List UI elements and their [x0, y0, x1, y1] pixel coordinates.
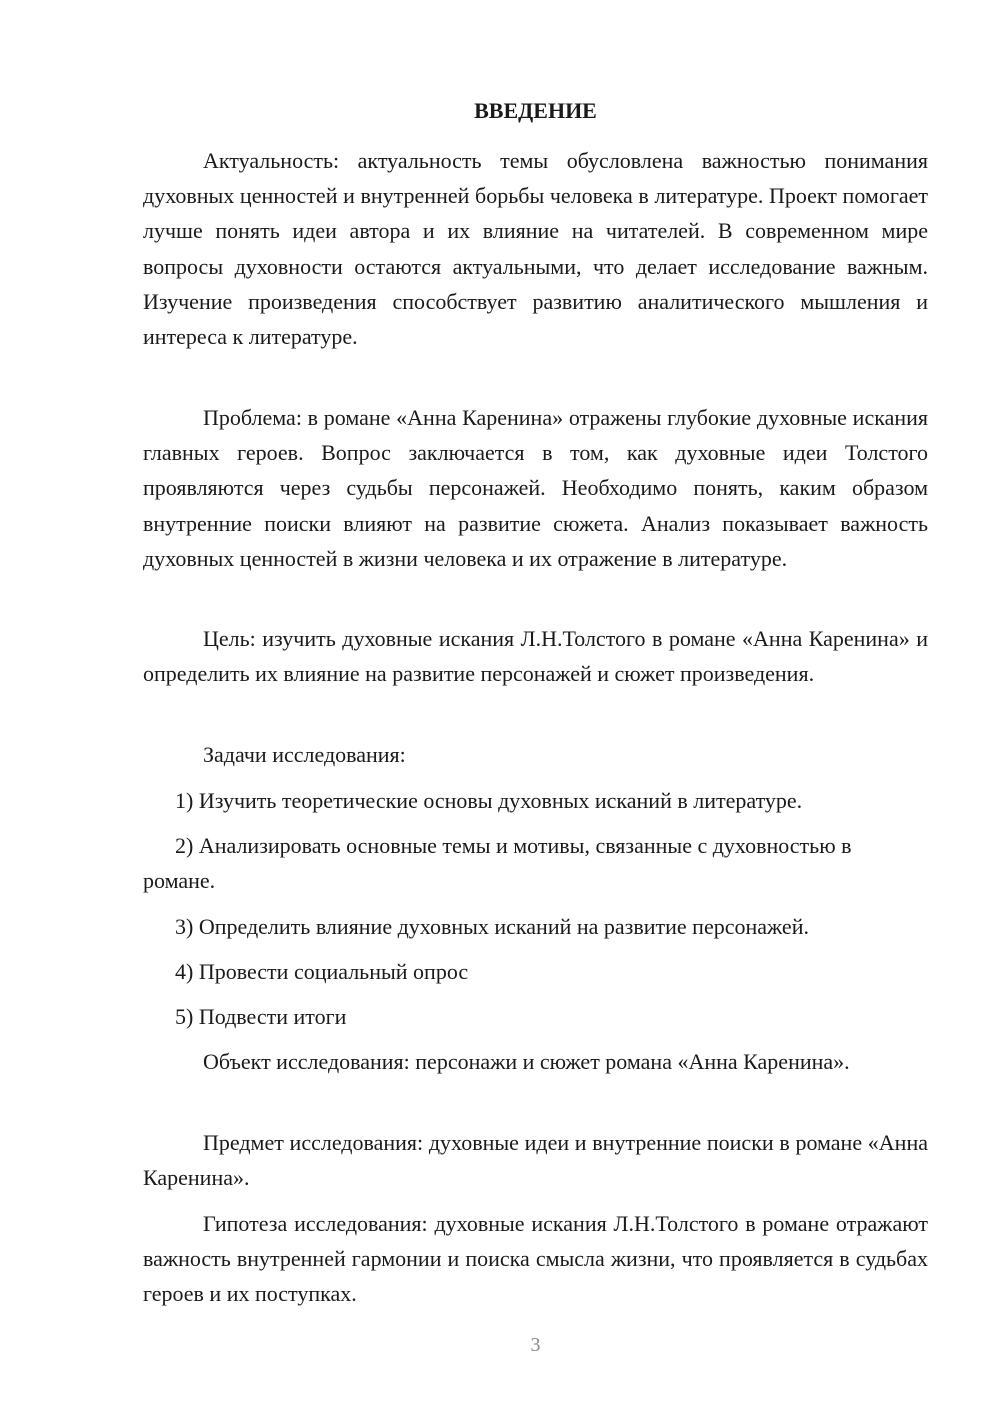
task-item-3: 3) Определить влияние духовных исканий на развитие персонажей.	[175, 914, 809, 939]
subject-paragraph: Предмет исследования: духовные идеи и внутренние поиски в романе «Анна Каренина».	[143, 1130, 928, 1191]
problem-paragraph: Проблема: в романе «Анна Каренина» отражены глубокие духовные искания главных героев. Вопрос заключается в том, как духовные идеи Толстого проявляются через судьбы персонажей. Необходимо понять, каким образом внутренние поиски влияют на развитие сюжета. Анализ показывает важность духовных ценностей в жизни человека и их отражение в литературе.	[143, 405, 928, 571]
section-title: ВВЕДЕНИЕ	[474, 98, 597, 123]
relevance-paragraph: Актуальность: актуальность темы обусловлена важностью понимания духовных ценностей и внутренней борьбы человека в литературе. Проект помогает лучше понять идеи автора и их влияние на читателей. В современном мире вопросы духовности остаются актуальными, что делает исследование важным. Изучение произведения способствует развитию аналитического мышления и интереса к литературе.	[143, 148, 928, 350]
goal-paragraph: Цель: изучить духовные искания Л.Н.Толстого в романе «Анна Каренина» и определить их влияние на развитие персонажей и сюжет произведения.	[143, 626, 928, 687]
object-paragraph: Объект исследования: персонажи и сюжет романа «Анна Каренина».	[203, 1049, 850, 1074]
task-item-5: 5) Подвести итоги	[175, 1004, 347, 1029]
task-item-4: 4) Провести социальный опрос	[175, 959, 469, 984]
hypothesis-paragraph: Гипотеза исследования: духовные искания Л.Н.Толстого в романе отражают важность внутренней гармонии и поиска смысла жизни, что проявляется в судьбах героев и их поступках.	[143, 1211, 928, 1307]
tasks-heading: Задачи исследования:	[203, 742, 406, 767]
task-item-1: 1) Изучить теоретические основы духовных исканий в литературе.	[175, 788, 803, 813]
task-item-2: 2) Анализировать основные темы и мотивы, связанные с духовностью в романе.	[143, 833, 852, 894]
page-number: 3	[530, 1334, 541, 1356]
